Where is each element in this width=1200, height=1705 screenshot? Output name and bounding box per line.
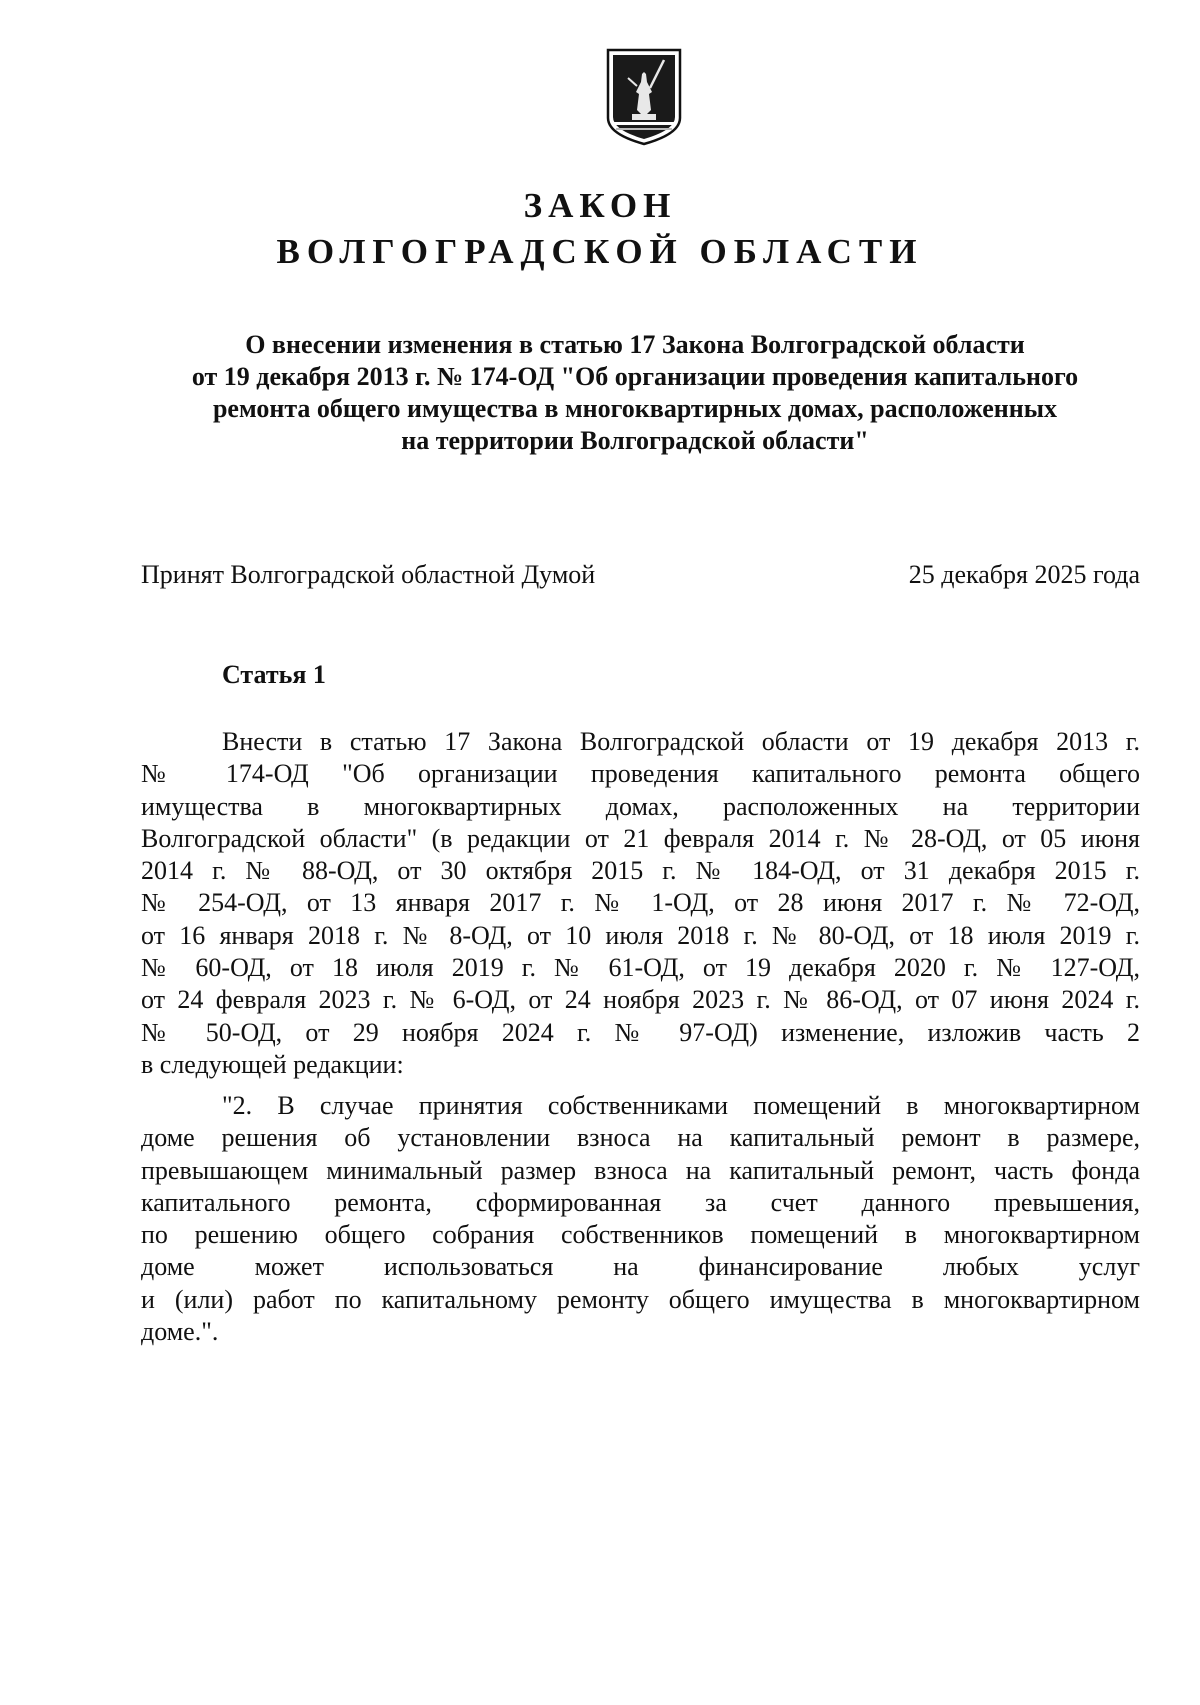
text-line: № 254-ОД, от 13 января 2017 г. № 1-ОД, от 28 июня 2017 г. № 72-ОД, [141, 888, 1140, 918]
law-title: ЗАКОН [523, 186, 677, 225]
text-line: 2014 г. № 88-ОД, от 30 октября 2015 г. № 184-ОД, от 31 декабря 2015 г. [141, 856, 1140, 886]
text-line: капитального ремонта, сформированная за счет данного превышения, [141, 1187, 1140, 1217]
text-line: и (или) работ по капитальному ремонту общего имущества в многоквартирном [141, 1284, 1140, 1314]
text-line: по решению общего собрания собственников помещений в многоквартирном [141, 1220, 1140, 1250]
adoption-date: 25 декабря 2025 года [908, 560, 1140, 589]
text-line: доме решения об установлении взноса на капитальный ремонт в размере, [141, 1123, 1140, 1153]
article-heading: Статья 1 [222, 660, 326, 689]
text-line: в следующей редакции: [141, 1049, 404, 1079]
text-line: имущества в многоквартирных домах, расположенных на территории [141, 791, 1140, 821]
text-line: превышающем минимальный размер взноса на капитальный ремонт, часть фонда [141, 1155, 1140, 1185]
subtitle-line: от 19 декабря 2013 г. № 174-ОД "Об организации проведения капитального [191, 362, 1079, 391]
subtitle-line: ремонта общего имущества в многоквартирных домах, расположенных [212, 394, 1058, 423]
text-line: № 174-ОД "Об организации проведения капитального ремонта общего [141, 759, 1140, 789]
law-subtitle [140, 329, 1130, 457]
text-line: "2. В случае принятия собственниками помещений в многоквартирном [222, 1091, 1140, 1120]
law-region-title: ВОЛГОГРАДСКОЙ ОБЛАСТИ [276, 232, 924, 271]
volgograd-coat-of-arms-icon [606, 48, 682, 146]
text-line: доме.". [141, 1317, 219, 1347]
article-paragraph-1 [141, 726, 1140, 1081]
text-line: доме может использоваться на финансирование любых услуг [141, 1252, 1140, 1282]
text-line: от 24 февраля 2023 г. № 6-ОД, от 24 ноября 2023 г. № 86-ОД, от 07 июня 2024 г. [141, 985, 1140, 1015]
text-line: № 50-ОД, от 29 ноября 2024 г. № 97-ОД) изменение, изложив часть 2 [141, 1017, 1140, 1047]
text-line: Внести в статью 17 Закона Волгоградской области от 19 декабря 2013 г. [222, 727, 1140, 756]
article-paragraph-2 [141, 1090, 1140, 1348]
text-line: Волгоградской области" (в редакции от 21 февраля 2014 г. № 28-ОД, от 05 июня [141, 823, 1140, 853]
subtitle-line: на территории Волгоградской области" [401, 426, 869, 455]
adopted-by: Принят Волгоградской областной Думой [141, 560, 596, 589]
text-line: от 16 января 2018 г. № 8-ОД, от 10 июля 2018 г. № 80-ОД, от 18 июля 2019 г. [141, 920, 1140, 950]
subtitle-line: О внесении изменения в статью 17 Закона Волгоградской области [245, 330, 1025, 359]
text-line: № 60-ОД, от 18 июля 2019 г. № 61-ОД, от 19 декабря 2020 г. № 127-ОД, [141, 953, 1140, 983]
